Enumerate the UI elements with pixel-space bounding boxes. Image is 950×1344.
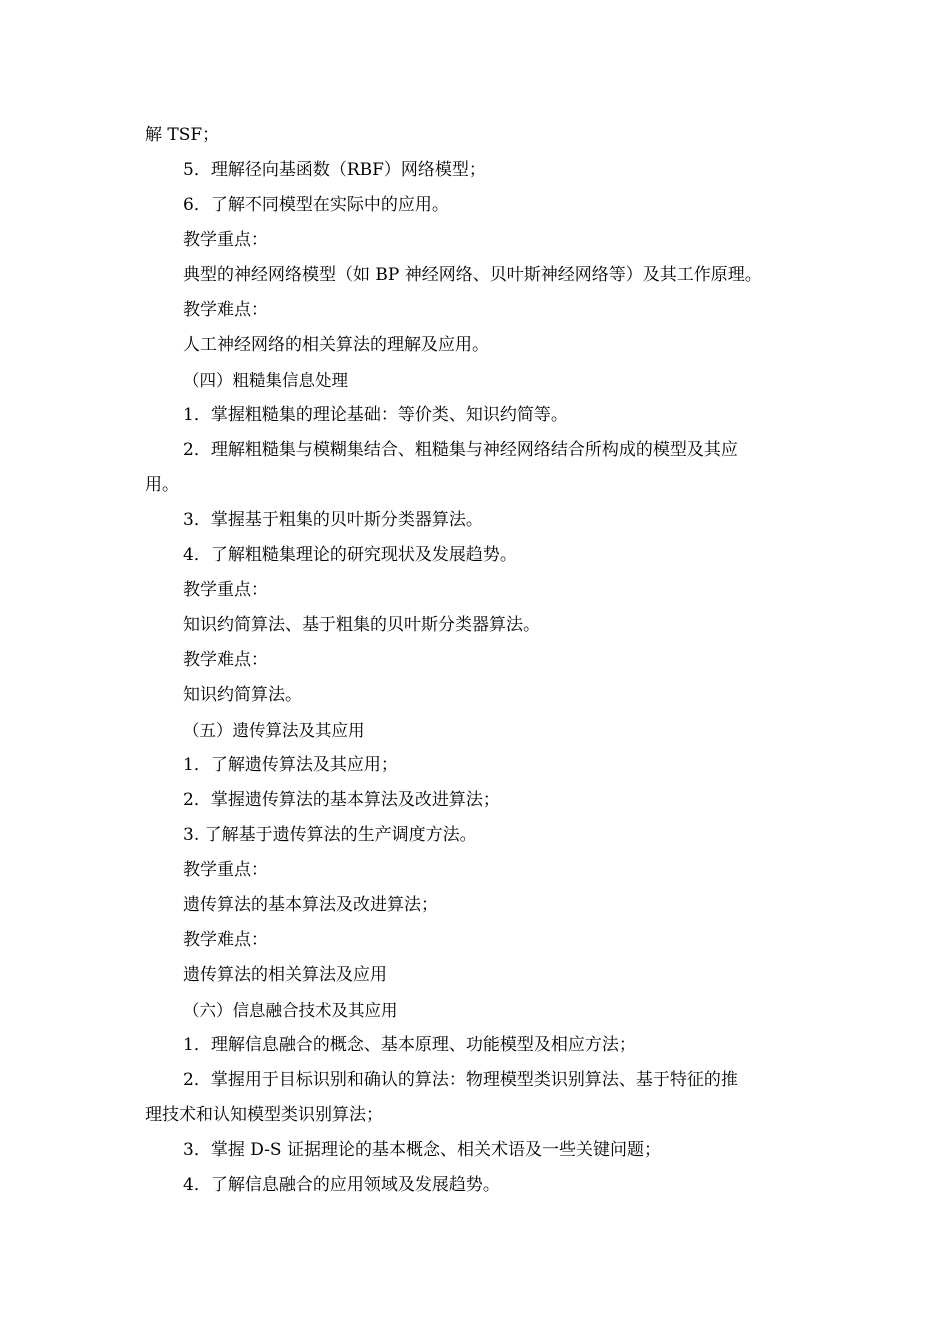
list-item: 2．掌握遗传算法的基本算法及改进算法； — [183, 790, 500, 810]
list-item: 1．了解遗传算法及其应用； — [183, 755, 398, 775]
list-item: 1．理解信息融合的概念、基本原理、功能模型及相应方法； — [183, 1035, 636, 1055]
teaching-focus-label: 教学重点： — [183, 580, 268, 600]
text-line: 遗传算法的基本算法及改进算法； — [183, 895, 438, 915]
list-item: 3．掌握基于粗集的贝叶斯分类器算法。 — [183, 510, 483, 530]
list-item: 3. 了解基于遗传算法的生产调度方法。 — [183, 825, 477, 845]
teaching-focus-label: 教学重点： — [183, 860, 268, 880]
text-line: 理技术和认知模型类识别算法； — [145, 1105, 383, 1125]
list-item: 4．了解粗糙集理论的研究现状及发展趋势。 — [183, 545, 517, 565]
section-heading: （五）遗传算法及其应用 — [183, 721, 365, 740]
teaching-focus-label: 教学重点： — [183, 230, 268, 250]
teaching-difficulty-label: 教学难点： — [183, 300, 268, 320]
text-line: 用。 — [145, 475, 179, 495]
teaching-difficulty-label: 教学难点： — [183, 650, 268, 670]
text-line: 典型的神经网络模型（如 BP 神经网络、贝叶斯神经网络等）及其工作原理。 — [183, 265, 762, 285]
text-line: 解 TSF； — [145, 125, 220, 145]
text-line: 人工神经网络的相关算法的理解及应用。 — [183, 335, 489, 355]
section-heading: （六）信息融合技术及其应用 — [183, 1001, 398, 1020]
list-item: 1．掌握粗糙集的理论基础：等价类、知识约简等。 — [183, 405, 568, 425]
section-heading: （四）粗糙集信息处理 — [183, 371, 348, 390]
list-item: 3．掌握 D-S 证据理论的基本概念、相关术语及一些关键问题； — [183, 1140, 661, 1160]
text-line: 知识约简算法、基于粗集的贝叶斯分类器算法。 — [183, 615, 540, 635]
list-item: 2．掌握用于目标识别和确认的算法：物理模型类识别算法、基于特征的推 — [183, 1070, 738, 1090]
list-item: 2．理解粗糙集与模糊集结合、粗糙集与神经网络结合所构成的模型及其应 — [183, 440, 738, 460]
list-item: 5．理解径向基函数（RBF）网络模型； — [183, 160, 486, 180]
teaching-difficulty-label: 教学难点： — [183, 930, 268, 950]
text-line: 遗传算法的相关算法及应用 — [183, 965, 387, 985]
list-item: 4．了解信息融合的应用领域及发展趋势。 — [183, 1175, 500, 1195]
list-item: 6．了解不同模型在实际中的应用。 — [183, 195, 449, 215]
text-line: 知识约简算法。 — [183, 685, 302, 705]
